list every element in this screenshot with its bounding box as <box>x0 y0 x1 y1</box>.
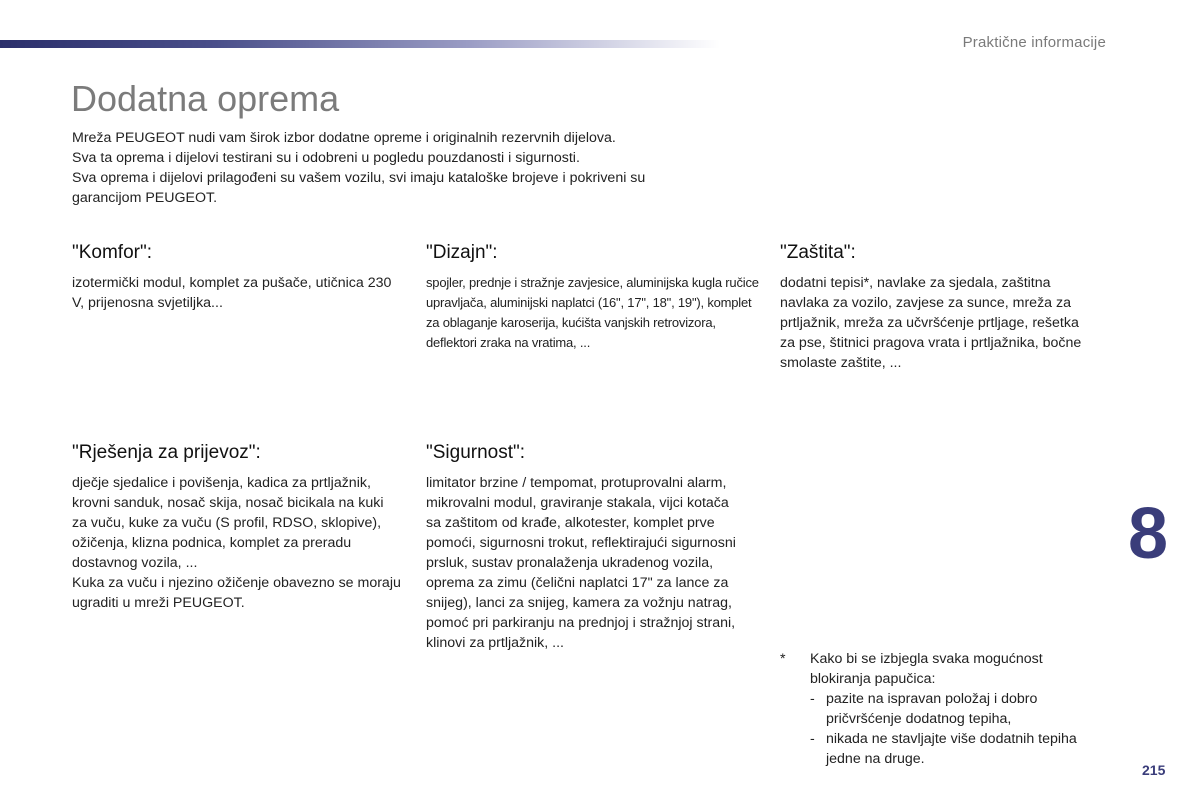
category-text: dječje sjedalice i povišenja, kadica za prtljažnik, krovni sanduk, nosač skija, nosač bicikala na kuki za vuču, kuke za vuču (S profil, RDSO, sklopive), ožičenja, klizna podnica, komplet za preradu dostavnog vozila, ... <box>72 475 384 571</box>
page-number: 215 <box>1142 762 1166 778</box>
category-text: dodatni tepisi*, navlake za sjedala, zaštitna navlaka za vozilo, zavjese za sunce, mreža za prtljažnik, mreža za učvršćenje prtljage, rešetka za pse, štitnici pragova vrata i prtljažnika, bočne smolaste zaštite, ... <box>780 275 1082 371</box>
category-text: limitator brzine / tempomat, protuprovalni alarm, mikrovalni modul, graviranje stakala, vijci kotača sa zaštitom od krađe, alkotester, komplet prve pomoći, sigurnosni trokut, reflektirajući sigurnosni prsluk, sustav pronalaženja ukradenog vozila, oprema za zimu (čelični naplatci 17" za lance za snijeg), lanci za snijeg, kamera za vožnju natrag, pomoć pri parkiranju na prednjoj i stražnjoj strani, klinovi za prtljažnik, ... <box>426 475 736 651</box>
footnote <box>780 649 1100 769</box>
footnote-item-text: nikada ne stavljajte više dodatnih tepiha jedne na druge. <box>826 731 1077 767</box>
category-body <box>72 473 402 613</box>
intro-text <box>72 128 712 208</box>
intro-line: Sva ta oprema i dijelovi testirani su i odobreni u pogledu pouzdanosti i sigurnosti. <box>72 150 580 166</box>
footnote-item-text: pazite na ispravan položaj i dobro pričvršćenje dodatnog tepiha, <box>826 691 1038 727</box>
page-title: Dodatna oprema <box>71 78 340 119</box>
intro-line: Sva oprema i dijelovi prilagođeni su vašem vozilu, svi imaju kataloške brojeve i pokriveni su garancijom PEUGEOT. <box>72 170 646 206</box>
category-heading: "Dizajn": <box>426 242 498 263</box>
footnote-item <box>810 729 1100 769</box>
footnote-text: Kako bi se izbjegla svaka mogućnost blokiranja papučica: <box>810 651 1043 687</box>
dash-bullet: - <box>810 731 815 747</box>
header-gradient-band <box>0 40 720 48</box>
category-heading: "Komfor": <box>72 242 153 263</box>
category-body <box>426 273 761 353</box>
category-text: Kuka za vuču i njezino ožičenje obavezno se moraju ugraditi u mreži PEUGEOT. <box>72 575 401 611</box>
category-komfor <box>72 241 407 313</box>
category-zastita <box>780 241 1090 373</box>
section-header: Praktične informacije <box>962 34 1106 51</box>
category-heading: "Zaštita": <box>780 242 856 263</box>
category-dizajn <box>426 241 761 353</box>
category-heading: "Sigurnost": <box>426 442 526 463</box>
footnote-list <box>780 689 1100 769</box>
category-rjesenja-za-prijevoz <box>72 441 402 613</box>
dash-bullet: - <box>810 691 815 707</box>
category-sigurnost <box>426 441 746 653</box>
category-body <box>780 273 1090 373</box>
category-heading: "Rješenja za prijevoz": <box>72 442 261 463</box>
footnote-marker: * <box>780 651 786 667</box>
category-body <box>72 273 407 313</box>
chapter-number: 8 <box>1128 494 1169 574</box>
category-body <box>426 473 746 653</box>
footnote-item <box>810 689 1100 729</box>
category-text: izotermički modul, komplet za pušače, utičnica 230 V, prijenosna svjetiljka... <box>72 275 392 311</box>
intro-line: Mreža PEUGEOT nudi vam širok izbor dodatne opreme i originalnih rezervnih dijelova. <box>72 130 616 146</box>
footnote-main <box>780 649 1100 689</box>
category-text: spojler, prednje i stražnje zavjesice, aluminijska kugla ručice upravljača, aluminijski naplatci (16", 17", 18", 19"), komplet za oblaganje karoserija, kućišta vanjskih retrovizora, deflektori zraka na vratima, ... <box>426 275 759 350</box>
